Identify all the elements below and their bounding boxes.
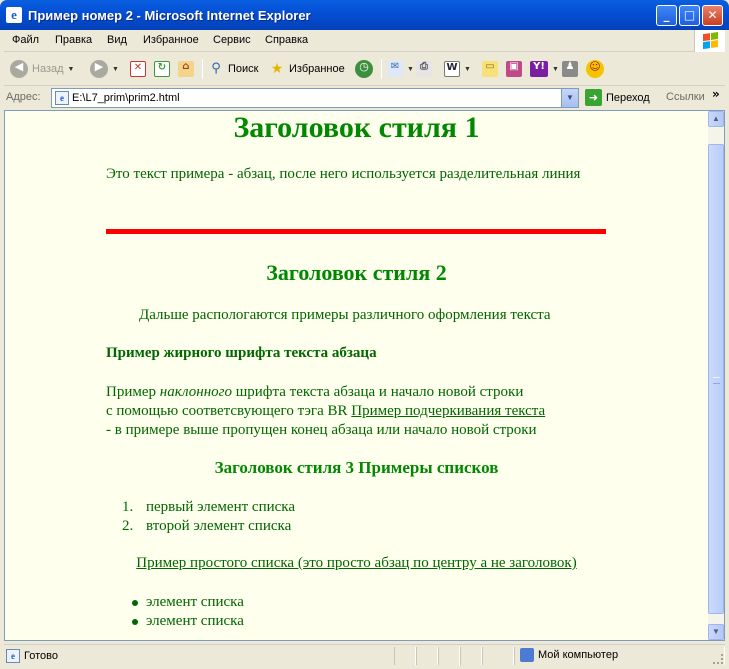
bullet-icon: [132, 600, 138, 606]
address-input[interactable]: [51, 88, 579, 108]
mixed-line-2: с помощью соответсвующего тэга BR Пример подчеркивания текста: [106, 403, 546, 419]
italic-text: наклонного: [159, 384, 232, 400]
address-dropdown-button[interactable]: ▼: [561, 89, 578, 107]
paragraph-intro: Это текст примера - абзац, после него используется разделительная линия: [106, 166, 581, 182]
links-button[interactable]: Ссылки: [666, 91, 705, 103]
status-cell: [394, 647, 416, 665]
edit-button[interactable]: [444, 58, 471, 80]
dropdown-arrow-icon: ▼: [112, 65, 119, 73]
address-url[interactable]: E:\L7_prim\prim2.html: [72, 92, 180, 104]
zone-label: Мой компьютер: [538, 649, 619, 661]
status-cell: [482, 647, 514, 665]
search-label: Поиск: [228, 63, 259, 75]
discuss-button[interactable]: [482, 58, 498, 80]
list-number: 2.: [122, 518, 134, 534]
paragraph-centered: Дальше распологаются примеры различного оформления текста: [139, 307, 551, 323]
scroll-up-button[interactable]: ▲: [708, 111, 724, 127]
dropdown-arrow-icon: ▼: [464, 65, 471, 73]
menu-help[interactable]: Справка: [265, 34, 309, 46]
favorites-button[interactable]: [269, 58, 345, 80]
stop-icon: ✕: [130, 61, 146, 77]
history-icon: ◷: [355, 60, 373, 78]
simple-list-title: Пример простого списка (это просто абзац по центру а не заголовок): [136, 555, 577, 571]
page-icon: e: [55, 91, 69, 105]
ie-icon: e: [6, 7, 22, 23]
star-icon: ★: [270, 61, 284, 77]
stop-button[interactable]: [130, 58, 146, 80]
list-item: элемент списка: [106, 612, 244, 631]
status-cell: [416, 647, 438, 665]
search-icon: ⚲: [211, 61, 221, 76]
go-arrow-icon: ➜: [585, 89, 602, 106]
horizontal-rule: [106, 229, 606, 234]
status-cell: [438, 647, 460, 665]
menu-favorites[interactable]: Избранное: [143, 34, 199, 46]
menu-tools[interactable]: Сервис: [213, 34, 251, 46]
mixed-line-1: Пример наклонного шрифта текста абзаца и начало новой строки: [106, 384, 524, 400]
toolbar: [4, 53, 725, 86]
smiley-icon: ☺: [586, 60, 604, 78]
back-label: Назад: [32, 63, 64, 75]
smiley-button[interactable]: [586, 58, 604, 80]
scroll-thumb[interactable]: [708, 144, 724, 614]
scroll-down-button[interactable]: ▼: [708, 624, 724, 640]
status-cell: [460, 647, 482, 665]
research-button[interactable]: [506, 58, 522, 80]
forward-button[interactable]: [90, 58, 119, 80]
computer-icon: [520, 648, 534, 662]
windows-logo: [694, 30, 725, 52]
list-item: 2. второй элемент списка: [122, 518, 292, 534]
dropdown-arrow-icon: ▼: [407, 65, 414, 73]
list-item: элемент списка: [106, 593, 244, 612]
chevron-right-icon[interactable]: »: [712, 87, 720, 101]
mail-icon: ✉: [387, 61, 403, 77]
print-button[interactable]: [416, 58, 432, 80]
go-label: Переход: [606, 91, 650, 104]
maximize-button[interactable]: □: [679, 5, 700, 26]
research-icon: ▣: [506, 61, 522, 77]
favorites-label: Избранное: [289, 63, 345, 75]
heading-2: Заголовок стиля 2: [266, 260, 447, 285]
word-icon: W: [444, 61, 460, 77]
note-icon: ▭: [482, 61, 498, 77]
refresh-button[interactable]: [154, 58, 170, 80]
paragraph-bold: Пример жирного шрифта текста абзаца: [106, 345, 377, 361]
menu-edit[interactable]: Правка: [55, 34, 93, 46]
unordered-list: [106, 593, 244, 631]
vertical-scrollbar[interactable]: [708, 111, 724, 640]
address-label: Адрес:: [6, 91, 41, 103]
list-number: 1.: [122, 499, 134, 515]
page-viewport: [4, 110, 725, 641]
list-item: 1. первый элемент списка: [122, 499, 296, 515]
heading-3: Заголовок стиля 3 Примеры списков: [214, 458, 499, 477]
messenger-button[interactable]: [562, 58, 578, 80]
forward-arrow-icon: ▶: [90, 60, 108, 78]
title-bar: [0, 0, 729, 30]
toolbar-separator: [381, 59, 382, 79]
bullet-icon: [132, 619, 138, 625]
back-button[interactable]: [10, 58, 74, 80]
messenger-icon: ♟: [562, 61, 578, 77]
underline-text: Пример подчеркивания текста: [351, 403, 546, 419]
mail-button[interactable]: [387, 58, 414, 80]
home-button[interactable]: [178, 58, 194, 80]
mixed-line-3: - в примере выше пропущен конец абзаца или начало новой строки: [106, 422, 537, 438]
go-button[interactable]: [585, 89, 650, 106]
page-icon: e: [6, 649, 20, 663]
dropdown-arrow-icon: ▼: [552, 65, 559, 73]
minimize-button[interactable]: _: [656, 5, 677, 26]
address-bar: [4, 87, 725, 109]
history-button[interactable]: [355, 58, 373, 80]
dropdown-arrow-icon: ▼: [67, 65, 75, 73]
close-button[interactable]: ✕: [702, 5, 723, 26]
window-title: Пример номер 2 - Microsoft Internet Explorer: [28, 8, 311, 23]
heading-1: Заголовок стиля 1: [233, 111, 480, 144]
home-icon: ⌂: [178, 61, 194, 77]
paragraph-mixed: [106, 383, 545, 440]
refresh-icon: ↻: [154, 61, 170, 77]
yahoo-button[interactable]: [530, 58, 559, 80]
status-text: Готово: [24, 650, 58, 662]
menu-file[interactable]: Файл: [12, 34, 40, 46]
search-button[interactable]: [208, 58, 258, 80]
print-icon: ⎙: [416, 61, 432, 77]
toolbar-separator: [202, 59, 203, 79]
security-zone: [520, 648, 618, 662]
grip-icon: [713, 377, 720, 384]
page-content: [5, 111, 708, 640]
resize-grip[interactable]: [713, 654, 723, 664]
status-bar: [4, 644, 725, 666]
menu-bar: [4, 30, 725, 52]
back-arrow-icon: ◀: [10, 60, 28, 78]
yahoo-icon: Y!: [530, 61, 548, 77]
ordered-list: [106, 498, 295, 536]
menu-view[interactable]: Вид: [107, 34, 127, 46]
